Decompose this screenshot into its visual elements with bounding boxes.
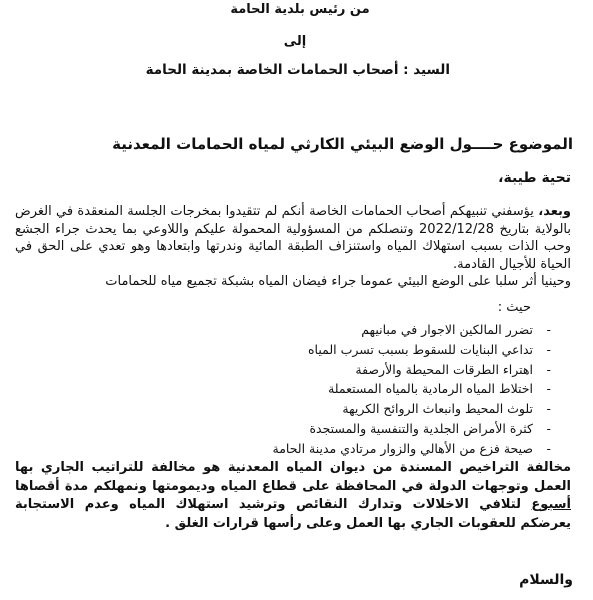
warning-text-2: لتلافي الاخلالات وتدارك النقائص وترشيد استهلاك المياه وعدم الاستجابة يعرضكم للعقوبات الجاري بها العمل وعلى رأسها قرارات الغلق .: [15, 497, 571, 531]
letter-body: [15, 203, 571, 291]
addressee-line: السيد : أصحاب الحمامات الخاصة بمدينة الحامة: [145, 62, 450, 78]
closing-salutation: والسلام: [519, 572, 573, 588]
to-line: إلى: [283, 34, 307, 49]
list-item: - تلوث المحيط وانبعاث الروائح الكريهة: [342, 401, 551, 417]
warning-paragraph: [15, 459, 571, 533]
list-item: - تداعي البنايات للسقوط بسبب تسرب المياه: [308, 341, 551, 357]
impact-list: [273, 320, 552, 459]
subject-line: الموضوع حــــول الوضع البيئي الكارثي لمياه الحمامات المعدنية: [112, 135, 573, 153]
warning-text-1: مخالفة التراخيص المسندة من ديوان المياه المعدنية هو مخالفة للتراتيب الجاري بها العمل وتوجهات الدولة في المحافظة على قطاع المياه وديمومتها ونمهلكم مدة أقصاها: [15, 460, 571, 494]
list-item: - كثرة الأمراض الجلدية والتنفسية والمستجدة: [309, 420, 551, 436]
sender-line: من رئيس بلدية الحامة: [230, 2, 370, 17]
list-item: - اهتراء الطرقات المحيطة والأرصفة: [355, 361, 551, 377]
deadline-word: أسبوع: [531, 497, 571, 513]
greeting: تحية طيبة،: [498, 170, 571, 186]
paragraph-2: وحينيا أثر سلبا على الوضع البيئي عموما جراء فيضان المياه بشبكة تجميع مياه للحمامات: [105, 274, 571, 289]
list-item: - تضرر المالكين الاجوار في مبانيهم: [361, 322, 551, 337]
hayth-label: حيث :: [497, 300, 531, 315]
list-item: - اختلاط المياه الرمادية بالمياه المستعملة: [328, 381, 551, 397]
paragraph-1: [15, 203, 571, 273]
lead-word: وبعد،: [538, 204, 571, 219]
list-item: - صيحة فزع من الأهالي والزوار مرتادي مدينة الحامة: [272, 440, 551, 456]
paragraph-1-text: يؤسفني تنبيهكم أصحاب الحمامات الخاصة أنكم لم تتقيدوا بمخرجات الجلسة المنعقدة في الغرض بالولاية بتاريخ 2022/12/28 وتنصلكم من المسؤولية المحمولة عليكم واللاوعي بما يحدث جراء الجشع وحب الذات بسبب استهلاك المياه واستنزاف الطبقة المائية وندرتها وابتعادها وهو تعدي على الحق في الحياة للأجيال القادمة.: [15, 204, 571, 272]
